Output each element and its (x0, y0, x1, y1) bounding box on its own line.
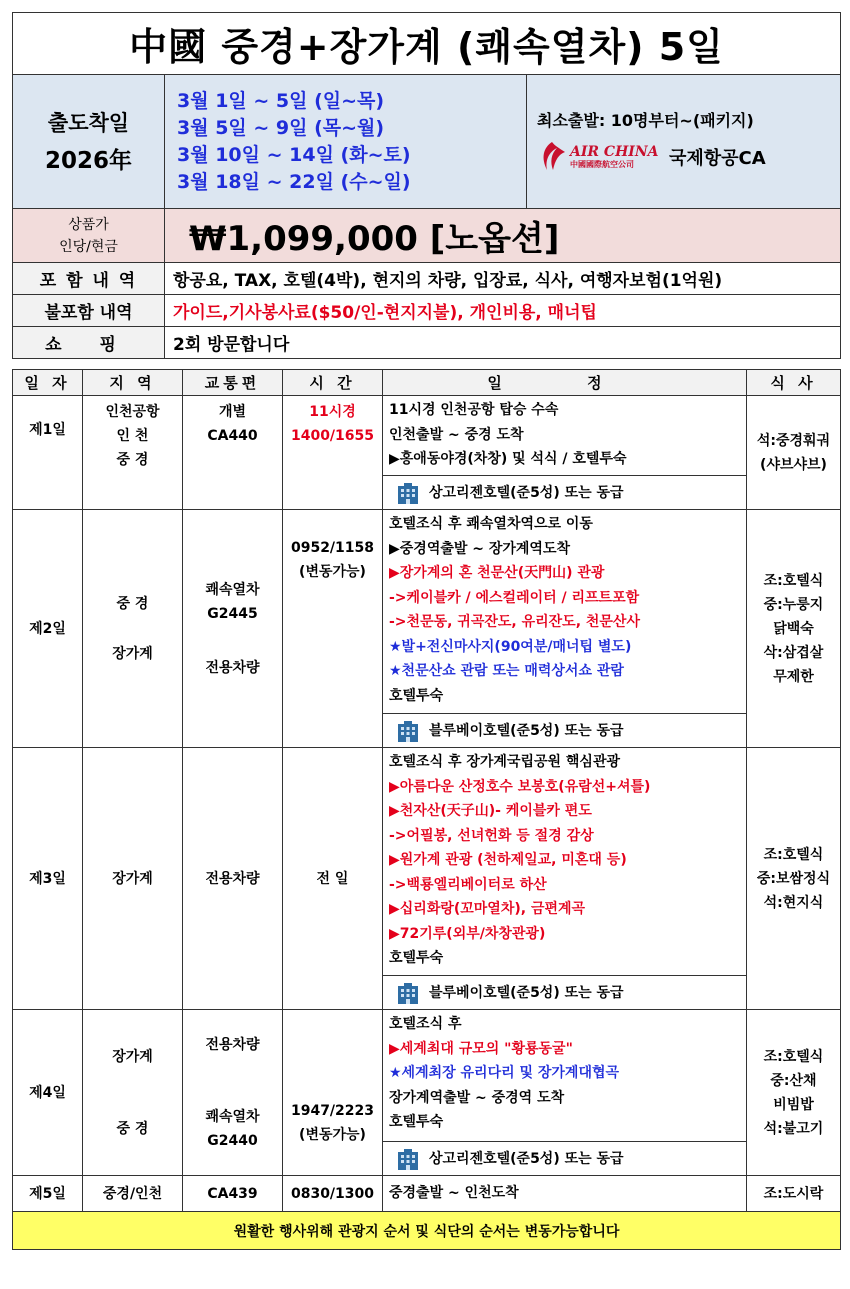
header-plan: 일 정 (383, 370, 747, 396)
price-label-2: 인당/현금 (59, 238, 118, 255)
price-value: ₩1,099,000 [노옵션] (165, 209, 841, 263)
day-1-time-2: 1400/1655 (290, 428, 375, 444)
day-4-transport-1: 전용차량 (205, 1036, 260, 1053)
header-day: 일 자 (13, 370, 83, 396)
day-4-time-2: (변동가능) (299, 1126, 366, 1143)
day-1-hotel-name: 상고리젠호텔(준5성) 또는 동급 (429, 484, 624, 501)
day-4-meal-4: 석:불고기 (763, 1120, 824, 1137)
day-4-plan (383, 1010, 747, 1142)
price-label-1: 상품가 (68, 216, 109, 233)
day-1-region-3: 중 경 (116, 452, 149, 468)
day-3-plan-line-7: ▶십리화랑(꼬마열차), 금편계곡 (389, 901, 586, 917)
day-5-time-1: 0830/1300 (283, 1176, 383, 1212)
day-1-plan-line-1: 11시경 인천공항 탑승 수속 (389, 402, 559, 418)
day-3-hotel (383, 976, 747, 1010)
header-region: 지 역 (83, 370, 183, 396)
day-2-plan-line-7: ★천문산쇼 관람 또는 매력상서쇼 관람 (389, 663, 624, 679)
day-2-hotel-name: 블루베이호텔(준5성) 또는 동급 (429, 722, 624, 739)
header-time: 시 간 (283, 370, 383, 396)
day-2-region-1: 중 경 (116, 595, 149, 612)
shopping-value: 2회 방문합니다 (165, 327, 841, 359)
day-4-plan-line-4: 장가계역출발 ~ 중경역 도착 (389, 1089, 565, 1106)
page-title: 中國 중경+장가계 (쾌속열차) 5일 (13, 13, 841, 75)
departure-date-1: 3월 1일 ~ 5일 (일~목) (177, 89, 385, 112)
day-4-region-2: 중 경 (116, 1120, 149, 1137)
min-departure: 최소출발: 10명부터~(패키지) (537, 111, 754, 130)
day-1-time-1: 11시경 (309, 404, 356, 420)
day-3-plan-line-6: ->백룡엘리베이터로 하산 (389, 876, 547, 893)
departure-year: 2026年 (44, 147, 132, 174)
day-2-row (13, 510, 841, 714)
day-5-region-1: 중경/인천 (83, 1176, 183, 1212)
day-1-row (13, 396, 841, 476)
day-2-time-1: 0952/1158 (290, 540, 375, 556)
day-3-plan-line-1: 호텔조식 후 장가계국립공원 핵심관광 (389, 754, 621, 770)
day-2-transport-3: 전용차량 (205, 659, 260, 676)
departure-label-cell (13, 75, 165, 209)
day-3-hotel-name: 블루베이호텔(준5성) 또는 동급 (429, 984, 624, 1001)
day-3-plan-line-8: ▶72기루(외부/차창관광) (389, 925, 546, 942)
day-4-meal-3: 비빔밥 (773, 1096, 814, 1113)
header-meal: 식 사 (747, 370, 841, 396)
day-2-meal-4: 삭:삼겹살 (763, 644, 824, 661)
day-4-meal-1: 조:호텔식 (763, 1048, 824, 1065)
day-4-transport-3: G2440 (207, 1132, 258, 1149)
day-2-plan-line-3: ▶장가계의 혼 천문산(天門山) 관광 (389, 565, 605, 581)
info-table (12, 12, 841, 359)
day-3-plan-line-9: 호텔투숙 (389, 950, 444, 966)
carrier-name: 국제항공CA (669, 148, 766, 169)
day-5-label: 제5일 (13, 1176, 83, 1212)
hotel-building-icon (395, 720, 421, 742)
day-1-meal-2: (샤브샤브) (760, 456, 827, 473)
day-5-row (13, 1176, 841, 1212)
day-2-transport-2: G2445 (207, 605, 258, 622)
schedule-header-row (13, 370, 841, 396)
day-4-row (13, 1010, 841, 1142)
day-4-plan-line-5: 호텔투숙 (389, 1114, 444, 1130)
departure-date-3: 3월 10일 ~ 14일 (화~토) (177, 143, 411, 166)
day-1-region-1: 인천공항 (105, 404, 160, 420)
day-4-plan-line-2: ▶세계최대 규모의 "황룡동굴" (389, 1040, 573, 1057)
day-1-plan-line-2: 인천출발 ~ 중경 도착 (389, 426, 524, 443)
day-5-transport-1: CA439 (183, 1176, 283, 1212)
day-2-hotel (383, 714, 747, 748)
day-2-plan-line-1: 호텔조식 후 쾌속열차역으로 이동 (389, 516, 593, 532)
day-3-plan-line-5: ▶원가계 관광 (천하제일교, 미혼대 등) (389, 852, 627, 868)
day-3-plan-line-4: ->어필봉, 선녀헌화 등 절경 감상 (389, 827, 594, 844)
day-3-transport-1: 전용차량 (183, 748, 283, 1010)
day-4-transport-2: 쾌속열차 (205, 1108, 260, 1125)
day-4-hotel (383, 1142, 747, 1176)
hotel-building-icon (395, 1148, 421, 1170)
day-1-plan (383, 396, 747, 476)
exclude-value: 가이드,기사봉사료($50/인-현지지불), 개인비용, 매너팁 (165, 295, 841, 327)
day-1-label: 제1일 (13, 396, 83, 510)
day-4-label: 제4일 (13, 1010, 83, 1176)
include-value: 항공요, TAX, 호텔(4박), 현지의 차량, 입장료, 식사, 여행자보험(1억원) (165, 263, 841, 295)
day-1-plan-line-3: ▶홍애동야경(차창) 및 석식 / 호텔투숙 (389, 451, 627, 467)
day-4-time-1: 1947/2223 (290, 1102, 375, 1119)
day-1-meal-1: 석:중경훠궈 (756, 432, 831, 449)
day-3-plan-line-3: ▶천자산(天子山)- 케이블카 편도 (389, 803, 592, 819)
logo-subtext: 中國國際航空公司 (570, 159, 634, 169)
day-2-plan-line-6: ★발+전신마사지(90여분/매너팁 별도) (389, 638, 632, 655)
day-2-transport-1: 쾌속열차 (205, 581, 260, 598)
schedule-table (12, 369, 841, 1250)
day-3-region-1: 장가계 (83, 748, 183, 1010)
day-1-region-2: 인 천 (116, 428, 149, 444)
day-3-meal-1: 조:호텔식 (763, 846, 824, 863)
shopping-label: 쇼 핑 (13, 327, 165, 359)
day-2-meal-1: 조:호텔식 (763, 572, 824, 589)
footer-notice: 원활한 행사위해 관광지 순서 및 식단의 순서는 변동가능합니다 (13, 1212, 841, 1250)
day-4-meal-2: 중:산채 (770, 1072, 817, 1089)
day-3-plan (383, 748, 747, 976)
day-2-meal-3: 닭백숙 (773, 620, 814, 637)
day-2-label: 제2일 (13, 510, 83, 748)
day-1-transport-2: CA440 (207, 428, 258, 444)
header-transport: 교통편 (183, 370, 283, 396)
day-3-meal-2: 중:보쌈정식 (756, 870, 831, 887)
day-2-time-2: (변동가능) (299, 564, 366, 580)
departure-date-2: 3월 5일 ~ 9일 (목~월) (177, 116, 385, 139)
hotel-building-icon (395, 982, 421, 1004)
day-5-plan-line-1: 중경출발 ~ 인천도착 (383, 1176, 747, 1212)
hotel-building-icon (395, 482, 421, 504)
departure-dates-cell (165, 75, 527, 209)
itinerary-document (12, 12, 840, 1250)
logo-text: AIR CHINA (570, 143, 659, 160)
airchina-logo (537, 139, 665, 175)
day-3-time-1: 전 일 (283, 748, 383, 1010)
day-1-transport-1: 개별 (218, 404, 247, 420)
day-2-plan (383, 510, 747, 714)
airline-cell (527, 75, 841, 209)
day-2-meal-2: 중:누룽지 (763, 596, 824, 613)
day-2-plan-line-5: ->천문동, 귀곡잔도, 유리잔도, 천문산사 (389, 614, 640, 630)
day-4-plan-line-3: ★세계최장 유리다리 및 장가계대협곡 (389, 1065, 620, 1081)
day-3-plan-line-2: ▶아름다운 산정호수 보봉호(유람선+셔틀) (389, 778, 651, 795)
phoenix-icon (537, 140, 567, 174)
price-label-cell (13, 209, 165, 263)
day-4-hotel-name: 상고리젠호텔(준5성) 또는 동급 (429, 1150, 624, 1167)
day-2-region-2: 장가계 (112, 645, 153, 662)
day-3-row (13, 748, 841, 976)
day-2-plan-line-2: ▶중경역출발 ~ 장가계역도착 (389, 540, 571, 557)
day-2-plan-line-8: 호텔투숙 (389, 687, 444, 704)
departure-date-4: 3월 18일 ~ 22일 (수~일) (177, 170, 411, 193)
day-5-meal-1: 조:도시락 (747, 1176, 841, 1212)
day-4-region-1: 장가계 (112, 1048, 153, 1065)
day-3-label: 제3일 (13, 748, 83, 1010)
include-label: 포 함 내 역 (13, 263, 165, 295)
exclude-label: 불포함 내역 (13, 295, 165, 327)
day-3-meal-3: 석:현지식 (763, 894, 824, 911)
day-4-plan-line-1: 호텔조식 후 (389, 1016, 462, 1032)
departure-label: 출도착일 (47, 110, 130, 135)
day-2-meal-5: 무제한 (773, 668, 814, 685)
day-1-hotel (383, 476, 747, 510)
day-2-plan-line-4: ->케이블카 / 에스컬레이터 / 리프트포함 (389, 589, 640, 606)
